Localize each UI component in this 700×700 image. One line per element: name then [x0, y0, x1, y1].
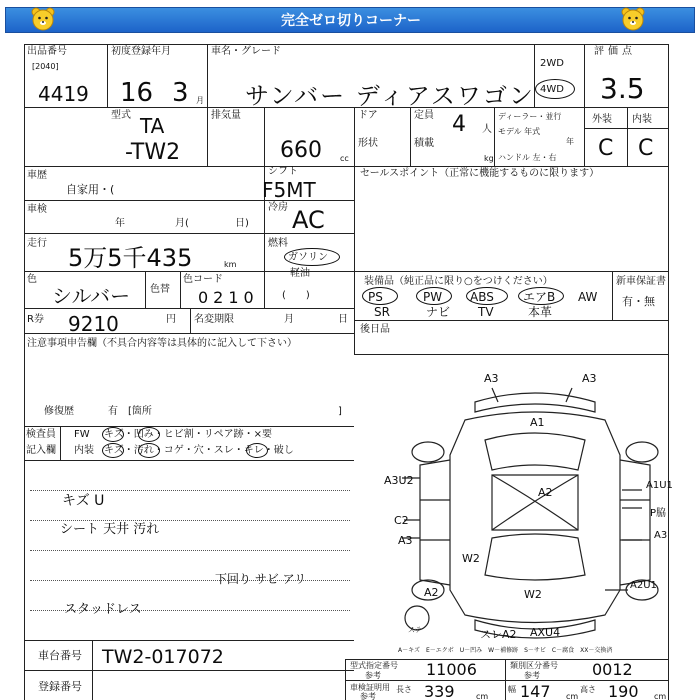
inspector-label: 検査員 [26, 429, 56, 440]
model-label: 型式 [111, 110, 131, 121]
note-line-3: 下回り サビ アリ [215, 572, 307, 586]
int-scratch-circle [102, 443, 124, 458]
equip-aw: AW [578, 290, 598, 304]
year-unit: 年 [566, 137, 574, 146]
inspector-entry-label: 記入欄 [26, 445, 56, 456]
equip-abs: ABS [470, 290, 494, 304]
name-change-label: 名変期限 [194, 314, 234, 325]
damage-mark-roof: A2 [538, 486, 553, 499]
damage-mark-right-quarter: A2U1 [630, 580, 657, 591]
header [0, 0, 700, 40]
shift-label: シフト [268, 166, 298, 177]
inspection-year: 年 [115, 218, 125, 229]
exterior-grade: C [598, 136, 614, 161]
type-designation-value: 11006 [426, 660, 477, 679]
warranty-value: 有・無 [622, 295, 655, 308]
lot-number-label: 出品番号 [27, 46, 67, 57]
fw-dent-circle [138, 427, 160, 442]
drive-2wd: 2WD [540, 58, 564, 69]
length-label: 長さ [396, 685, 412, 694]
width-value: 147 [520, 682, 551, 700]
car-name-value: サンバー ディアスワゴン [245, 82, 535, 110]
bear-mascot-icon [620, 6, 646, 32]
header-title: 完全ゼロ切りコーナー [281, 13, 421, 29]
name-change-day: 日 [338, 314, 348, 325]
equip-pw-circle [416, 287, 452, 305]
mileage-value: 5万5千435 [68, 244, 193, 272]
damage-mark-front-right: A3 [582, 372, 597, 385]
width-unit: cm [566, 692, 579, 700]
fuel-gasoline: ガソリン [288, 252, 328, 263]
int-wear-circle [246, 443, 268, 458]
registration-month: 3 [172, 78, 189, 108]
fw-items: キズ・凹み・ヒビ割・リペア跡・×要 [104, 429, 272, 440]
spare-tire-label: ステ [408, 626, 422, 634]
capacity-value: 4 [452, 112, 466, 137]
damage-mark-right-door: A3 [654, 530, 668, 541]
warranty-label: 新車保証書 [616, 276, 666, 287]
model-value-1: TA [140, 114, 165, 138]
damage-legend: A－キズ E－エクボ U－凹み W－補修跡 S－サビ C－腐食 XX－交換済 [398, 647, 613, 654]
load-unit: kg [484, 154, 494, 163]
mileage-label: 走行 [27, 238, 47, 249]
lot-sub-number: [2040] [32, 62, 59, 71]
type-designation-label: 型式指定番号 [350, 661, 398, 670]
first-registration-label: 初度登録年月 [111, 46, 171, 57]
equip-abs-circle [466, 287, 508, 305]
cert-ref: 参考 [360, 692, 376, 700]
equip-ps: PS [368, 290, 383, 304]
color-value: シルバー [52, 284, 131, 308]
note-line-1: キズ U [62, 493, 105, 509]
repair-history-label: 修復歴 [44, 406, 74, 417]
equip-pw: PW [423, 290, 443, 304]
sales-point-label: セールスポイント（正常に機能するものに限ります） [360, 168, 600, 179]
notes-label: 注意事項申告欄（不具合内容等は具体的に記入して下さい） [27, 338, 297, 349]
int-stain-circle [138, 443, 160, 458]
recycle-label: R券 [27, 314, 44, 325]
chassis-number-label: 車台番号 [38, 649, 82, 662]
equip-airbag: エアB [523, 290, 556, 304]
evaluation-label: 評価点 [594, 46, 636, 57]
fuel-label: 燃料 [268, 238, 288, 249]
fw-label: FW [74, 429, 90, 440]
exterior-label: 外装 [592, 114, 612, 125]
interior-items-label: 内装 [74, 445, 94, 456]
load-label: 積載 [414, 138, 434, 149]
name-change-month: 月 [284, 314, 294, 325]
note-line-2: シート 天井 汚れ [60, 522, 160, 537]
damage-mark-left-quarter: A2 [424, 586, 439, 599]
evaluation-score: 3.5 [600, 72, 645, 105]
fuel-gasoline-circle [284, 248, 340, 266]
type-designation-ref: 参考 [365, 671, 381, 680]
class-number-label: 類別区分番号 [510, 661, 558, 670]
car-damage-diagram [380, 380, 670, 645]
length-unit: cm [476, 692, 489, 700]
aftermarket-label: 後日品 [360, 324, 390, 335]
dealer-label: ディーラー・並行 [498, 112, 562, 121]
note-line-4: スタッドレス [64, 602, 142, 617]
shift-value: F5MT [262, 178, 316, 202]
height-unit: cm [654, 692, 667, 700]
displacement-label: 排気量 [211, 110, 241, 121]
lot-number-value: 4419 [38, 82, 89, 106]
model-year-label: モデル 年式 [498, 127, 541, 136]
damage-mark-rear: W2 [524, 588, 542, 601]
width-label: 幅 [508, 685, 516, 694]
cert-label: 車検証明用 [350, 683, 390, 692]
height-value: 190 [608, 682, 639, 700]
equipment-label: 装備品（純正品に限り○をつけください） [364, 276, 553, 287]
header-bar [5, 7, 695, 33]
equip-ps-circle [362, 287, 398, 305]
fuel-other: ( ) [282, 290, 310, 301]
recycle-unit: 円 [166, 314, 176, 325]
fuel-diesel: 軽油 [290, 268, 310, 279]
bear-mascot-icon [30, 6, 56, 32]
interior-label: 内装 [632, 114, 652, 125]
damage-mark-left-door-1: C2 [394, 514, 409, 527]
equip-sr: SR [374, 305, 390, 319]
damage-mark-front-left: A3 [484, 372, 499, 385]
handle-label: ハンドル 左・右 [498, 153, 557, 162]
mileage-unit: km [224, 260, 237, 269]
month-unit: 月 [196, 96, 204, 105]
equip-tv: TV [478, 305, 494, 319]
door-label: ドア [358, 110, 378, 121]
color-label: 色 [27, 274, 37, 285]
ac-value: AC [292, 206, 325, 234]
model-value-2: -TW2 [125, 140, 181, 165]
color-code-value: 0210 [198, 288, 259, 307]
inspection-month: 月( [175, 218, 189, 229]
damage-mark-left-door-2: A3 [398, 534, 413, 547]
history-label: 車歴 [27, 170, 47, 181]
class-number-value: 0012 [592, 660, 633, 679]
repair-history-value: 有 [箇所 [108, 406, 152, 417]
class-number-ref: 参考 [524, 671, 540, 680]
car-name-label: 車名・グレード [211, 46, 281, 57]
interior-grade: C [638, 136, 654, 161]
damage-mark-right-step: P脇 [650, 508, 667, 519]
chassis-number-value: TW2-017072 [102, 646, 224, 668]
damage-mark-hood: A1 [530, 416, 545, 429]
color-code-label: 色コード [183, 274, 223, 285]
shape-label: 形状 [358, 138, 378, 149]
inspection-label: 車検 [27, 204, 47, 215]
damage-mark-left-fender: A3U2 [384, 474, 414, 487]
damage-mark-right-fender: A1U1 [646, 480, 673, 491]
equip-airbag-circle [518, 287, 564, 305]
inspection-day: 日) [235, 218, 249, 229]
history-value: 自家用・( [66, 183, 115, 196]
capacity-unit: 人 [482, 124, 492, 135]
length-value: 339 [424, 682, 455, 700]
displacement-value: 660 [280, 138, 322, 163]
damage-mark-rear-bumper-1: スレA2 [480, 628, 517, 641]
registration-number-label: 登録番号 [38, 680, 82, 693]
drive-4wd-circle [535, 79, 575, 99]
drive-4wd: 4WD [540, 84, 564, 95]
capacity-label: 定員 [414, 110, 434, 121]
damage-mark-rear-bumper-2: AXU4 [530, 626, 561, 639]
displacement-unit: cc [340, 154, 349, 163]
equip-leather: 本革 [528, 305, 553, 319]
color-change-label: 色替 [150, 284, 170, 295]
height-label: 高さ [580, 685, 596, 694]
recycle-value: 9210 [68, 312, 119, 336]
registration-year: 16 [120, 78, 154, 108]
interior-items: キズ・汚れ・コゲ・穴・スレ・キレ・破し [104, 445, 294, 456]
ac-label: 冷房 [268, 202, 288, 213]
damage-mark-left-pillar: W2 [462, 552, 480, 565]
repair-history-close: ] [338, 406, 342, 417]
equip-navi: ナビ [426, 305, 451, 319]
fw-scratch-circle [102, 427, 124, 442]
